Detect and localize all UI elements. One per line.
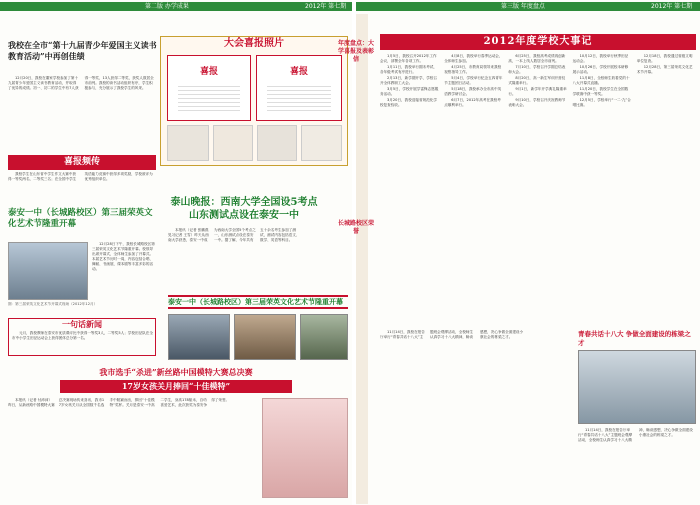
events-lower <box>380 330 576 500</box>
story1-headline-text: 我校在全市“第十九届青少年爱国主义读书教育活动”中再创佳绩 <box>8 40 157 61</box>
festival-photo-2 <box>234 314 296 360</box>
award-photo-4 <box>301 125 342 161</box>
right-date-label: 2012年 第七期 <box>651 3 693 10</box>
story2-headline: 泰山晚报：西南大学全国设5考点山东测试点设在泰安一中 <box>170 197 318 221</box>
story3-body-text: 12月28日下午，我校长城路校区第三届荣英文化艺术节隆重开幕。校领导出席开幕式，全体师生参加了开幕式。本届艺术节历时一周，内容包括合唱、舞蹈、书画展、课本剧等丰富多彩的活动。 <box>92 242 155 271</box>
side-column-label: 年度盘点：大学喜报及表彰信 <box>337 40 374 63</box>
side-column-title: 长城路校区荣誉 <box>337 220 374 235</box>
right-page <box>337 0 700 505</box>
event-item: 5月18日，我校承办全市高中英语教学研讨会。 <box>444 87 502 96</box>
event-item: 9月1日，新学年开学典礼隆重举行。 <box>508 87 567 96</box>
news-body-text: 我校学生在山东省中学生作文大赛中获得一等奖两名，二等奖三名；在全国中学生英语能力竞赛中获得多项奖励，学校被评为优秀组织单位。 <box>8 172 153 181</box>
story3-caption: 图：第三届荣英文化艺术节开幕式现场（2012年12月） <box>8 302 98 306</box>
story-body <box>578 428 696 500</box>
event-item: 12月28日，第三届荣英文化艺术节开幕。 <box>636 65 693 74</box>
story2-body <box>168 228 348 290</box>
event-item: 6月7日，2012年高考在我校考点顺利举行。 <box>444 98 501 107</box>
arts-festival-ribbon: 泰安一中（长城路校区）第三届荣英文化艺术节隆重开幕 <box>168 295 348 309</box>
story1-body <box>8 76 156 151</box>
event-item: 12月18日，我校通过省级文明单位复查。 <box>636 54 693 63</box>
award-certificate-2-label: 喜报 <box>289 67 308 77</box>
event-item: 10月26日，学校开展校本研修展示活动。 <box>572 65 629 74</box>
event-item: 4月25日，市教育局领导来我校视察指导工作。 <box>444 65 502 74</box>
bottom-story-body <box>8 398 258 500</box>
event-item: 2月13日，新学期开学，学校召开全体教职工大会。 <box>380 76 437 85</box>
festival-photo-3 <box>300 314 348 360</box>
event-item: 3月20日，我校迎接省规范化学校复查验收。 <box>380 98 437 107</box>
bottom-banner-line1: 我市选手“杀进”新丝路中国模特大赛总决赛 <box>99 367 253 377</box>
story-headline: 青春共话十八大 争做全面建设的栋梁之才 <box>578 330 691 347</box>
story1-body-text: 12月20日，我校在董家学校参加了第十九届青少年爱国主义读书教育活动，并取得了优异的成绩。初一、初二的学生中有7人获得一等奖，13人获得二等奖，获奖人数居全市前列。我校的读书活动组织有序，学生积极参与，充分展示了我校学生的风采。 <box>8 76 154 90</box>
event-item: 1月5日，我校召开2012年工作会议，部署全年各项工作。 <box>380 54 437 63</box>
right-margin-strip <box>356 14 368 504</box>
event-item: 10月12日，我校举行秋季田径运动会。 <box>572 54 629 63</box>
story3-body <box>92 242 156 300</box>
events-lower-text: 11月14日，我校在报告厅举行“青春共话十八大”主题班会观摩活动，全校师生认真学习十八大精神，畅谈感想，决心争做全面建设小康社会的栋梁之才。 <box>380 330 524 339</box>
right-section-bar <box>356 2 700 11</box>
award-photo-2 <box>213 125 253 161</box>
event-item: 6月25日，我校高考成绩再创新高，一本上线人数居全市前列。 <box>508 54 566 63</box>
story3-photo <box>8 242 88 300</box>
model-photo <box>262 398 348 498</box>
event-item: 9月10日，学校召开庆祝教师节表彰大会。 <box>508 98 566 107</box>
story1-headline <box>8 40 158 62</box>
award-board-title: 大会喜报照片 <box>224 38 284 49</box>
event-item: 11月8日，全校师生收看党的十八大开幕式直播。 <box>572 76 630 85</box>
quote-body-text: 元月，我校教师在泰安市优质课评比中获得一等奖3人，二等奖5人；学校田径队在全市中小学生田径运动会上获得团体总分第一名。 <box>12 331 153 340</box>
story2-body-text: 本报讯（记者 张鹏燕 见习记者 王雪）昨天从西南大学获悉，泰安一中成为西南大学全国5个考点之一，山东测试点设在泰安一中。据了解，今年共有五十余名考生参加了测试，测试内容包括语文、数学、英语等科目。 <box>168 228 300 242</box>
event-item: 8月20日，高一新生军训开营仪式隆重举行。 <box>508 76 566 85</box>
event-item: 4月8日，我校举行春季运动会，全体师生参加。 <box>444 54 503 63</box>
award-board <box>160 36 348 166</box>
bottom-banner-line2: 17岁女孩关月捧回“十佳模特” <box>60 380 292 393</box>
event-item: 7月10日，学校召开学期总结表彰大会。 <box>508 65 566 74</box>
story-photo <box>578 350 696 424</box>
story3-headline <box>8 208 156 230</box>
festival-photo-1 <box>168 314 230 360</box>
events-list <box>380 54 696 324</box>
event-item: 3月5日，学校开展学雷锋志愿服务活动。 <box>380 87 439 96</box>
story-body-text: 11月14日，我校在报告厅举行“青春共话十八大”主题班会观摩活动，全校师生认真学习十八大精神，畅谈感想，决心争做全面建设小康社会的栋梁之才。 <box>578 428 693 442</box>
quote-title: 一句话新闻 <box>62 320 102 329</box>
news-body <box>8 172 156 202</box>
event-item: 12月5日，学校举行“一二·九”合唱比赛。 <box>572 98 631 107</box>
award-certificate-1-label: 喜报 <box>199 67 218 77</box>
news-headline-box: 喜报频传 <box>8 155 156 170</box>
left-section-bar <box>0 2 352 11</box>
award-photo-1 <box>167 125 209 161</box>
left-date-label: 2012年 第七期 <box>305 3 347 10</box>
quote-box <box>8 318 156 356</box>
award-certificate-1 <box>167 55 251 121</box>
bottom-story-body-text: 本报讯（记者 付沛沛）昨日，从新丝路中国模特大赛总决赛现场传来喜讯，我市17岁女孩关月从全国数千名选手中脱颖而出，捧回“十佳模特”奖杯。关月是泰安一中高二学生，身高178厘米，自幼喜爱艺术，此次获奖为泰安争得了荣誉。 <box>8 398 230 407</box>
event-item: 5月4日，学校举行纪念五四青年节主题团日活动。 <box>444 76 503 85</box>
left-section-label: 第二版 办学成果 <box>145 3 189 10</box>
chronicle-banner: 2012年度学校大事记 <box>380 34 696 50</box>
event-item: 11月20日，我校学生在全国数学联赛中获一等奖。 <box>572 87 629 96</box>
award-photo-3 <box>257 125 297 161</box>
right-section-label: 第三版 年度盘点 <box>501 3 545 10</box>
quote-body <box>12 331 154 355</box>
story3-headline-text: 泰安一中（长城路校区）第三届荣英文化艺术节隆重开幕 <box>8 208 153 229</box>
event-item: 1月11日，我校举行期末考试，各年级考试有序进行。 <box>380 65 437 74</box>
award-certificate-2 <box>256 55 342 121</box>
